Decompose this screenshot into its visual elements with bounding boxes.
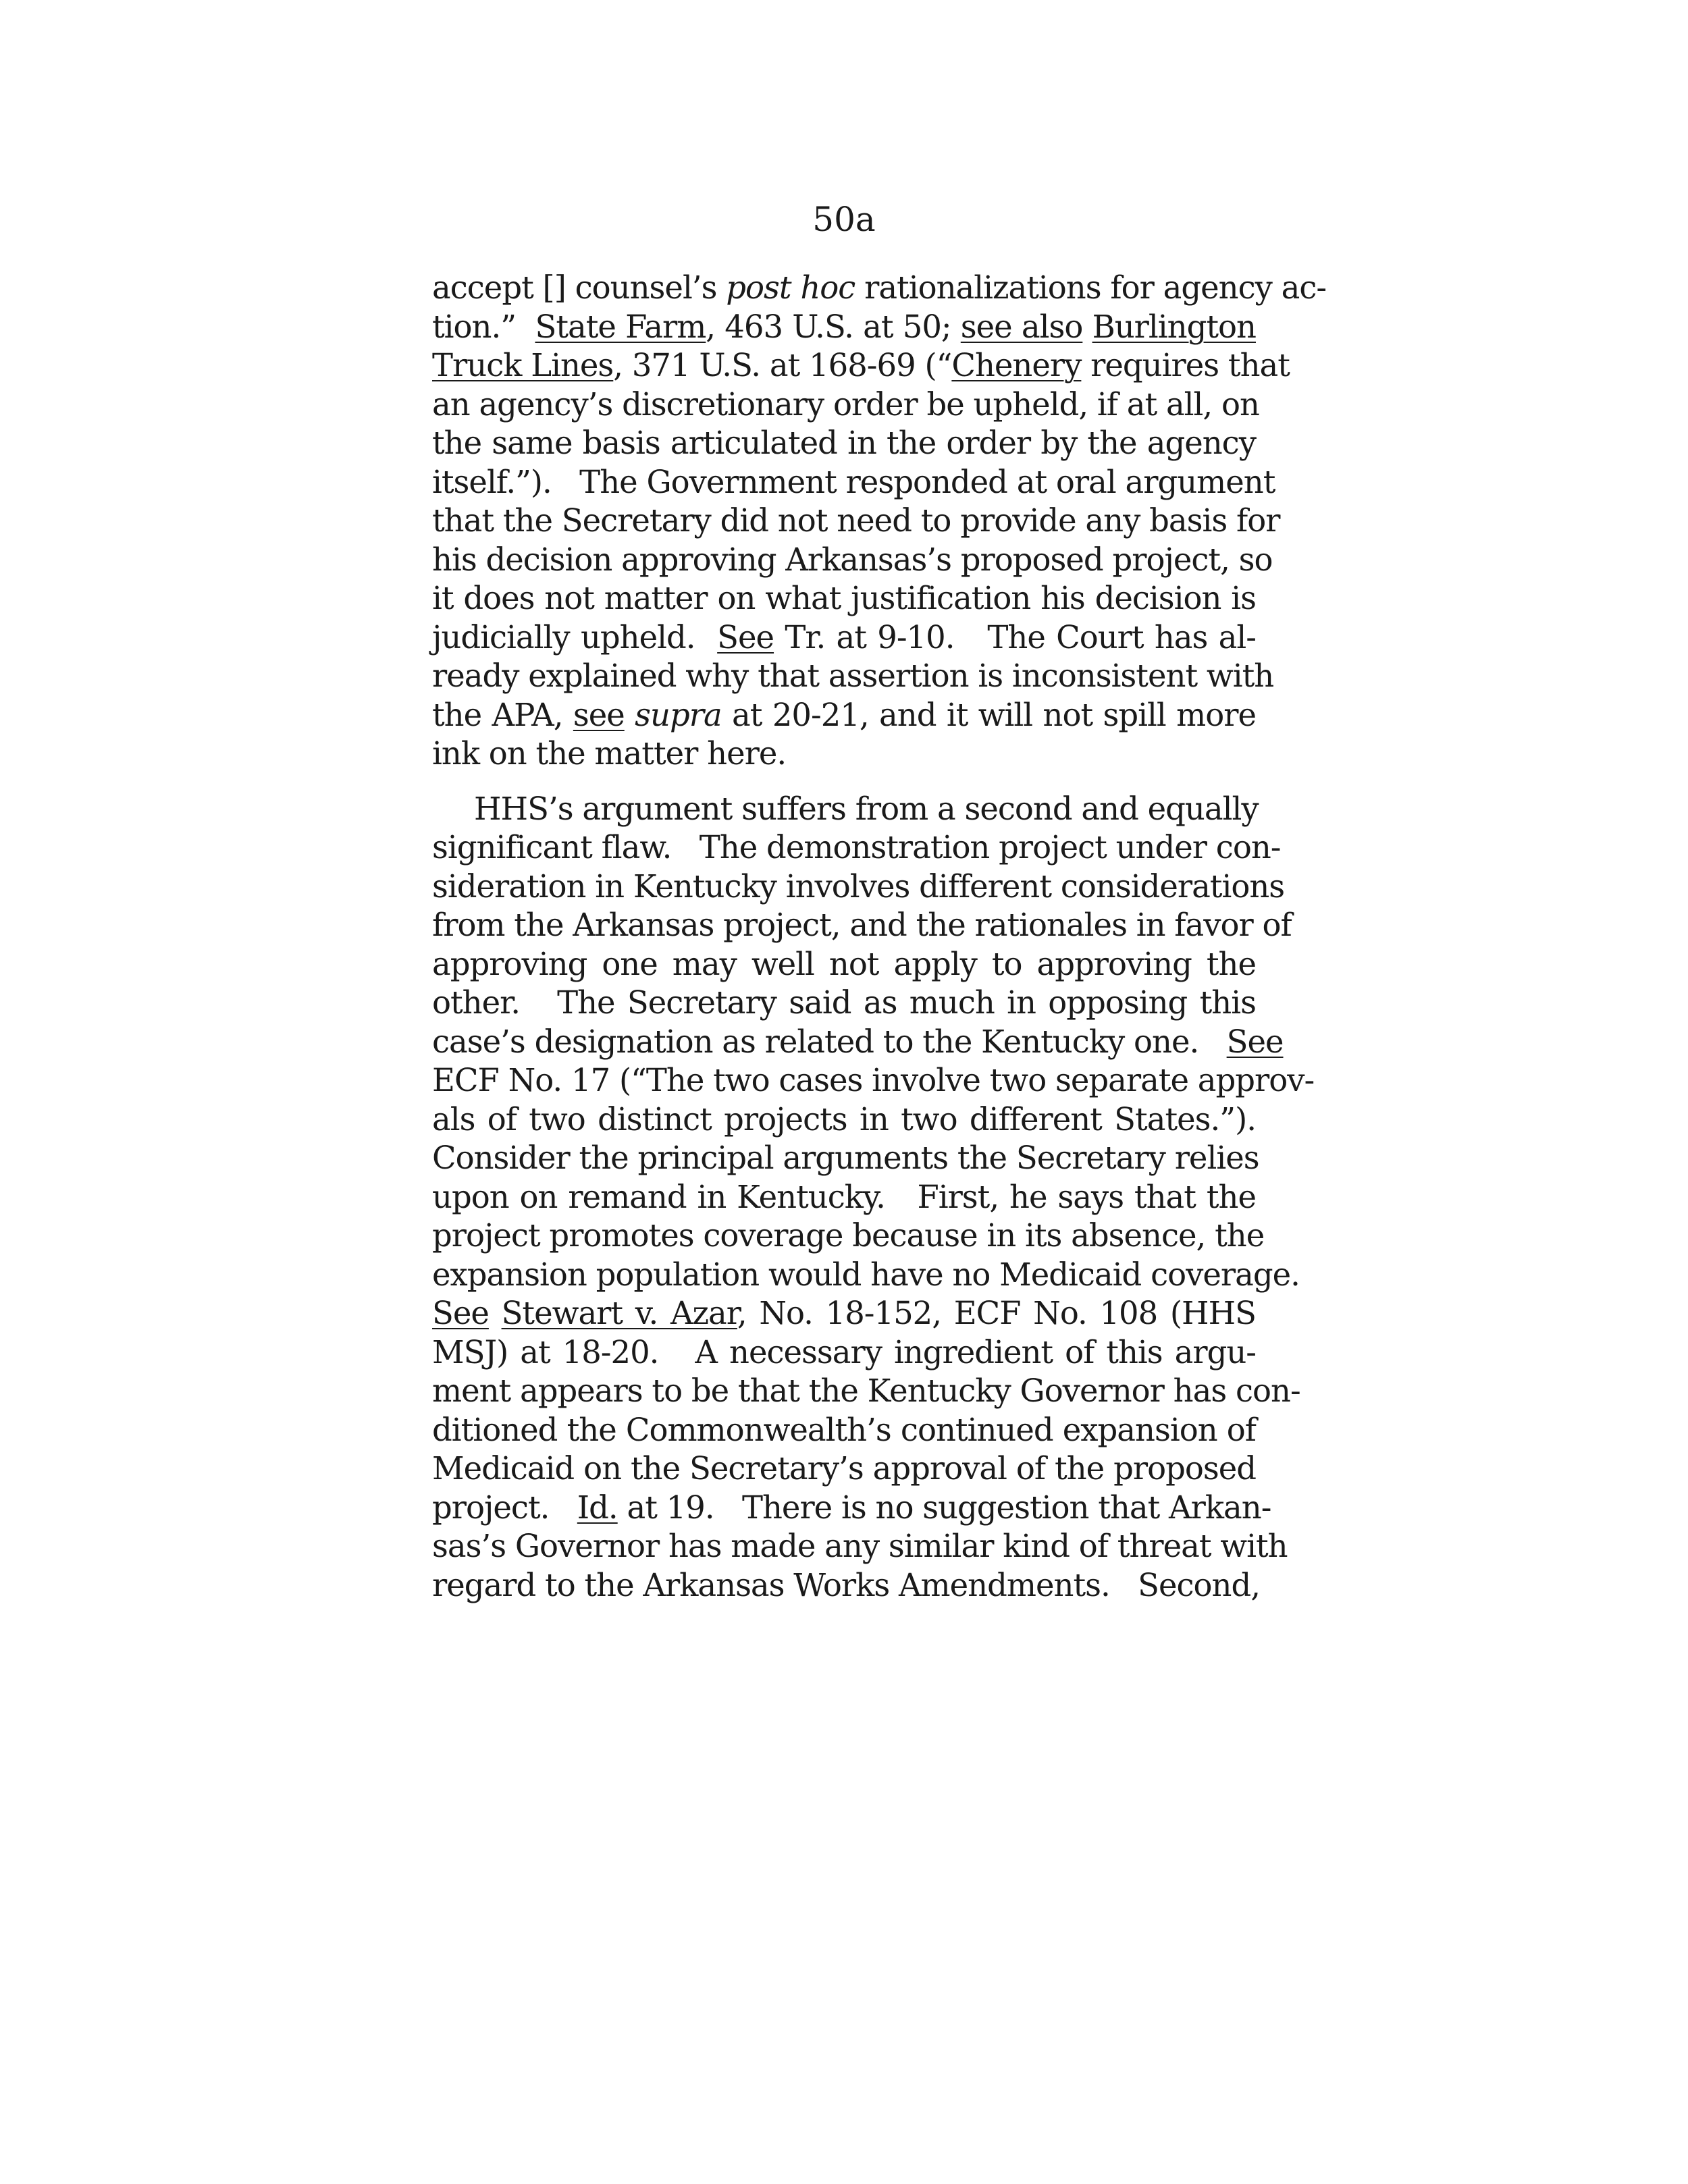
text-line <box>432 1256 1300 1295</box>
text-run: ditioned the Commonwealth’s continued expansion of <box>432 1411 1256 1448</box>
paragraph-2 <box>432 790 1315 1605</box>
text-run: sideration in Kentucky involves different considerations <box>432 868 1285 905</box>
text-line <box>432 868 1285 907</box>
text-line <box>432 1139 1259 1178</box>
text-line <box>432 1527 1288 1566</box>
text-line <box>432 502 1280 541</box>
text-run: , No. 18-152, ECF No. 108 (HHS <box>737 1295 1256 1331</box>
text-line <box>432 1294 1256 1333</box>
body-text <box>432 269 1327 1605</box>
text-italic: supra <box>635 696 722 733</box>
text-line <box>432 906 1292 945</box>
text-run: other. The Secretary said as much in opposing this <box>432 984 1256 1021</box>
text-line <box>432 828 1281 868</box>
text-run: Tr. at 9-10. The Court has al- <box>774 618 1256 656</box>
citation-underlined: Id. <box>577 1489 618 1526</box>
citation-underlined: Chenery <box>951 347 1082 383</box>
paragraph-gap <box>432 774 1256 790</box>
text-run: the APA, <box>432 696 573 733</box>
citation-underlined: see also <box>960 308 1083 345</box>
text-line <box>432 945 1256 984</box>
text-line <box>432 1217 1265 1256</box>
text-run: project. <box>432 1489 577 1526</box>
text-run: , 371 U.S. at 168-69 (“ <box>613 347 952 383</box>
text-line <box>432 269 1327 308</box>
text-run: significant flaw. The demonstration project under con- <box>432 829 1281 865</box>
text-run: from the Arkansas project, and the rationales in favor of <box>432 907 1292 943</box>
text-line <box>432 1061 1315 1100</box>
text-run: rationalizations for agency ac- <box>855 269 1327 306</box>
text-line <box>432 424 1256 463</box>
text-run: expansion population would have no Medicaid coverage. <box>432 1256 1300 1293</box>
text-run: tion.” <box>432 308 535 345</box>
text-line <box>432 541 1273 580</box>
text-line <box>432 1411 1256 1450</box>
text-run: judicially upheld. <box>432 618 718 656</box>
text-line <box>432 984 1256 1023</box>
text-run: requires that <box>1081 347 1290 383</box>
citation-underlined: See <box>432 1295 489 1331</box>
text-line <box>432 1023 1284 1062</box>
text-run: sas’s Governor has made any similar kind of threat with <box>432 1528 1288 1564</box>
text-line <box>432 463 1275 502</box>
text-run: itself.”). The Government responded at oral argument <box>432 463 1275 500</box>
text-line <box>432 385 1259 425</box>
text-run: ment appears to be that the Kentucky Governor has con- <box>432 1373 1300 1409</box>
text-run: Medicaid on the Secretary’s approval of the proposed <box>432 1450 1256 1487</box>
text-run <box>625 697 635 733</box>
text-line <box>432 579 1256 618</box>
text-italic: post hoc <box>726 269 855 306</box>
citation-underlined: Stewart v. Azar <box>501 1295 737 1331</box>
citation-underlined: See <box>1226 1023 1284 1060</box>
text-line <box>432 657 1274 696</box>
text-line <box>432 735 1256 774</box>
text-run: approving one may well not apply to approving the <box>432 945 1256 982</box>
text-line <box>432 1449 1256 1489</box>
text-line <box>432 1100 1256 1140</box>
text-run: , 463 U.S. at 50; <box>706 308 961 345</box>
text-line <box>432 1372 1300 1411</box>
citation-underlined: see <box>573 696 625 733</box>
text-line <box>432 790 1259 829</box>
text-line <box>432 308 1256 347</box>
citation-underlined: Burlington <box>1092 308 1256 345</box>
text-run: ink on the matter here. <box>432 735 787 772</box>
paragraph-1 <box>432 269 1327 774</box>
text-run: an agency’s discretionary order be upheld, if at all, on <box>432 385 1259 423</box>
citation-underlined: State Farm <box>535 308 706 345</box>
text-run: upon on remand in Kentucky. First, he says that the <box>432 1178 1256 1215</box>
text-run: als of two distinct projects in two different States.”). <box>432 1100 1256 1138</box>
text-run: the same basis articulated in the order by the agency <box>432 425 1256 461</box>
page-number: 50a <box>812 200 876 239</box>
text-line <box>432 1333 1256 1373</box>
citation-underlined: See <box>717 618 774 656</box>
text-run: his decision approving Arkansas’s proposed project, so <box>432 541 1273 578</box>
text-run: ECF No. 17 (“The two cases involve two separate approv- <box>432 1062 1315 1098</box>
text-line <box>432 346 1290 385</box>
text-run: project promotes coverage because in its absence, the <box>432 1217 1265 1254</box>
text-run: HHS’s argument suffers from a second and equally <box>474 790 1259 827</box>
text-run: it does not matter on what justification his decision is <box>432 580 1256 616</box>
text-line <box>432 1178 1256 1217</box>
text-run: accept [] counsel’s <box>432 269 727 306</box>
text-run: ready explained why that assertion is inconsistent with <box>432 658 1274 694</box>
citation-underlined: Truck Lines <box>432 347 614 383</box>
text-line <box>432 618 1256 658</box>
text-run: case’s designation as related to the Kentucky one. <box>432 1023 1227 1060</box>
text-run: regard to the Arkansas Works Amendments. Second, <box>432 1566 1261 1603</box>
text-run <box>489 1295 502 1331</box>
text-run: that the Secretary did not need to provide any basis for <box>432 502 1280 539</box>
text-run: MSJ) at 18-20. A necessary ingredient of this argu- <box>432 1333 1256 1370</box>
text-line <box>432 1489 1271 1528</box>
text-run: at 19. There is no suggestion that Arkan- <box>617 1489 1271 1526</box>
text-run: at 20-21, and it will not spill more <box>721 696 1256 733</box>
text-line <box>432 696 1256 735</box>
text-run <box>1082 309 1092 345</box>
text-line <box>432 1566 1261 1605</box>
text-run: Consider the principal arguments the Secretary relies <box>432 1140 1259 1176</box>
